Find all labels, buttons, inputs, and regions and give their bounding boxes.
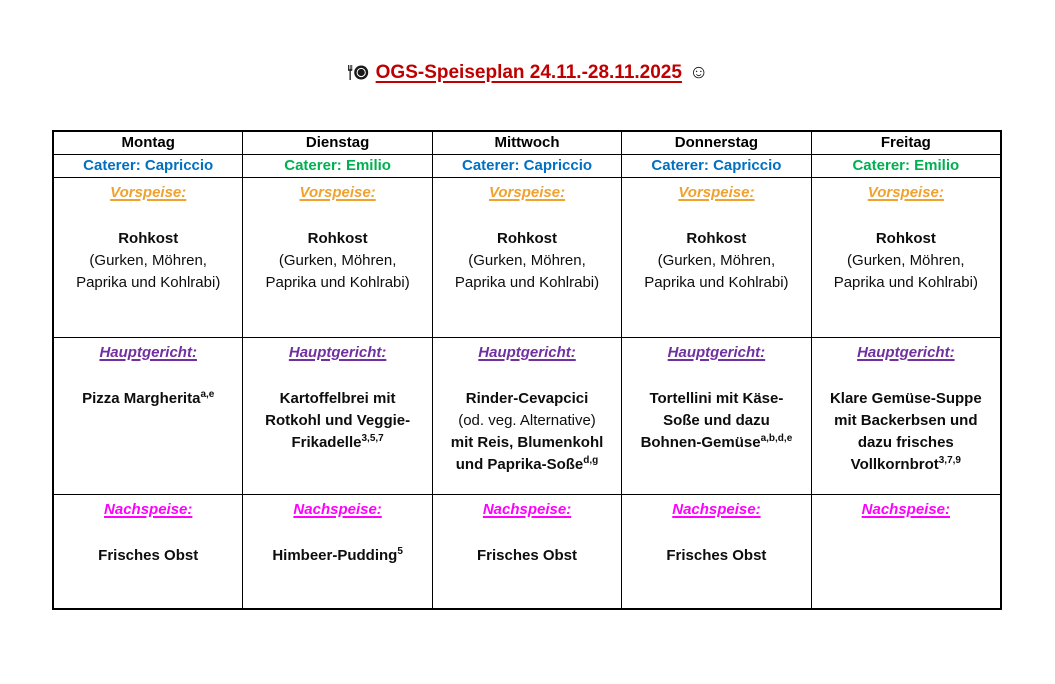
day-column-montag [54,132,243,608]
caterer-cell [622,155,810,178]
section-label: Vorspeise: [299,184,376,201]
section-label: Hauptgericht: [667,344,766,361]
vorspeise-cell [433,178,621,338]
section-label: Nachspeise: [672,501,761,518]
caterer-cell [433,155,621,178]
hauptgericht-cell [622,338,810,495]
dish-line: mit Reis, Blumenkohl [450,434,604,451]
caterer-cell [54,155,242,178]
dish-line: mit Backerbsen und [834,412,978,429]
nachspeise-cell [812,495,1000,608]
dish-line: Paprika und Kohlrabi) [265,274,410,291]
fork-and-plate-icon [347,64,369,87]
dish-lines [54,388,242,410]
day-header: Donnerstag [622,132,810,155]
allergen-superscript: 5 [397,546,403,557]
section-label: Vorspeise: [867,184,944,201]
hauptgericht-cell [433,338,621,495]
menu-table [52,130,1002,610]
dish-line: Klare Gemüse-Suppe [829,390,982,407]
dish-line: Himbeer-Pudding$^5$ [272,546,403,564]
dish-lines [54,228,242,294]
section-label: Vorspeise: [110,184,187,201]
allergen-superscript: a,e [200,389,215,400]
caterer-label: Caterer: Capriccio [651,157,782,174]
dish-line: Frisches Obst [98,547,199,564]
dish-line: Vollkornbrot$^{3,7,9}$ [850,455,961,473]
dish-line: Paprika und Kohlrabi) [644,274,789,291]
dish-line: Rohkost [497,230,558,247]
title-text: OGS-Speiseplan 24.11.-28.11.2025 [375,62,682,83]
nachspeise-cell [622,495,810,608]
caterer-label: Caterer: Emilio [852,157,960,174]
dish-line: Paprika und Kohlrabi) [454,274,600,291]
section-label: Hauptgericht: [288,344,387,361]
section-label: Nachspeise: [861,501,951,518]
dish-line: Paprika und Kohlrabi) [833,274,978,291]
dish-line: Rohkost [686,230,747,247]
hauptgericht-cell [812,338,1000,495]
day-header: Freitag [812,132,1000,155]
section-label: Hauptgericht: [99,344,197,361]
dish-line: Pizza Margherita$^{a,e}$ [82,389,215,407]
allergen-superscript: 3,5,7 [361,433,384,444]
dish-lines [433,388,621,476]
allergen-superscript: 3,7,9 [938,455,961,466]
section-label: Vorspeise: [678,184,755,201]
dish-line: (Gurken, Möhren, [847,252,965,269]
smiley-icon: ☺ [688,62,709,83]
day-column-mittwoch [433,132,622,608]
dish-lines [622,228,810,294]
dish-line: Soße und dazu [663,412,770,429]
dish-line: Kartoffelbrei mit [279,390,396,407]
dish-line: (Gurken, Möhren, [468,252,586,269]
section-label: Nachspeise: [482,501,572,518]
caterer-label: Caterer: Capriccio [461,157,593,174]
dish-line: (od. veg. Alternative) [458,412,596,429]
dish-lines [54,545,242,567]
dish-line: Rotkohl und Veggie- [265,412,411,429]
dish-line: Rohkost [875,230,936,247]
dish-line: Bohnen-Gemüse$^{a,b,d,e}$ [640,433,793,451]
hauptgericht-cell [54,338,242,495]
day-header: Montag [54,132,242,155]
section-label: Vorspeise: [488,184,566,201]
dish-lines [812,388,1000,476]
dish-lines [622,388,810,454]
nachspeise-cell [54,495,242,608]
dish-line: Paprika und Kohlrabi) [76,274,221,291]
dish-line: (Gurken, Möhren, [89,252,207,269]
section-label: Nachspeise: [293,501,382,518]
section-label: Hauptgericht: [478,344,576,361]
dish-lines [812,228,1000,294]
dish-line: Rinder-Cevapcici [465,390,589,407]
caterer-label: Caterer: Emilio [284,157,391,174]
dish-lines [433,228,621,294]
section-label: Nachspeise: [104,501,193,518]
dish-line: (Gurken, Möhren, [278,252,397,269]
allergen-superscript: a,b,d,e [760,433,793,444]
caterer-cell [243,155,431,178]
dish-lines [243,228,431,294]
hauptgericht-cell [243,338,431,495]
dish-line: Frisches Obst [666,547,767,564]
vorspeise-cell [243,178,431,338]
nachspeise-cell [433,495,621,608]
dish-line: Frikadelle$^{3,5,7}$ [291,433,384,451]
dish-lines [622,545,810,567]
caterer-cell [812,155,1000,178]
dish-line: Frisches Obst [476,547,578,564]
dish-lines [433,545,621,567]
allergen-superscript: d,g [583,455,599,466]
page-title [0,62,1055,87]
dish-line: Rohkost [118,230,179,247]
day-column-freitag [812,132,1000,608]
day-header: Mittwoch [433,132,621,155]
dish-line: und Paprika-Soße$^{d,g}$ [455,455,599,473]
day-header: Dienstag [243,132,431,155]
vorspeise-cell [622,178,810,338]
dish-lines [243,388,431,454]
dish-line: Rohkost [307,230,368,247]
caterer-label: Caterer: Capriccio [83,157,214,174]
day-column-donnerstag [622,132,811,608]
dish-lines [243,545,431,567]
section-label: Hauptgericht: [857,344,955,361]
vorspeise-cell [54,178,242,338]
dish-line: Tortellini mit Käse- [649,390,784,407]
dish-line: (Gurken, Möhren, [657,252,776,269]
nachspeise-cell [243,495,431,608]
day-column-dienstag [243,132,432,608]
dish-line: dazu frisches [857,434,954,451]
vorspeise-cell [812,178,1000,338]
